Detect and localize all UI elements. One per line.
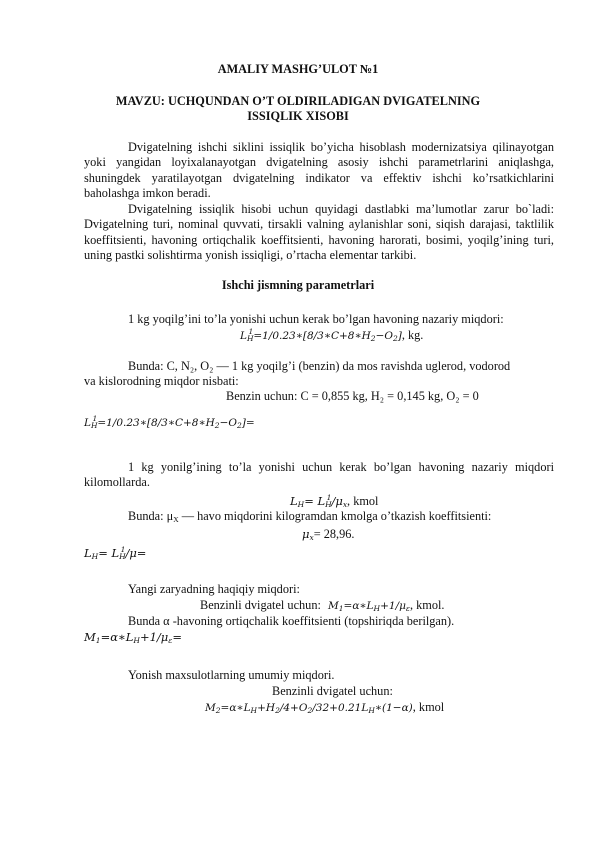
formula-l0-blank: $L_H^1=1/0.23∗[8/3∗C+8∗H_2-O_2]=$ <box>84 414 255 430</box>
bunda-line-3: Bunda α -havoning ortiqchalik koeffitsienti (topshiriqda berilgan). <box>128 614 455 628</box>
bunda-line-1: Bunda: C, N₂, O₂ — 1 kg yoqilg’i (benzin) da mos ravishda uglerod, vodorod <box>128 359 511 373</box>
benzin-engine-label: Benzinli dvigatel uchun: <box>272 684 393 698</box>
m1-formula-line: Benzinli dvigatel uchun: $M_1=\alpha∗L_H+1/\mu_\varepsilon$, kmol. <box>200 598 445 613</box>
paragraph-intro: Dvigatelning ishchi siklini issiqlik bo’yicha hisoblash modernizatsiya qilinayotgan yoki yangidan loyixalanayotgan dvigatelning asosiy ishchi parametrlarini aniqlashga, shuningdek yaratilayotgan dvigatelning indikator va effektiv ishchi ko’rsatkichlarini baholashga imkon beradi. <box>84 140 554 200</box>
fresh-charge-line: Yangi zaryadning haqiqiy miqdori: <box>128 582 300 596</box>
formula-lh-blank: $L_H= L_H^1/\mu=$ <box>84 545 147 561</box>
benzin-composition: Benzin uchun: C = 0,855 kg, H₂ = 0,145 kg, O₂ = 0 <box>226 389 479 403</box>
paragraph-initial-data: Dvigatelning issiqlik hisobi uchun quyidagi dastlabki ma’lumotlar zarur bo`ladi: Dvigatelning turi, nominal quvvati, tirsakli valning aylanishlar soni, siqish darajasi, taktlilik koeffitsienti, havoning ortiqchalik koeffitsienti, havoning harorati, bosimi, yoqilg’ining turi, uning pastki solishtirma yonish issiqligi, o’rtacha elementar tarkibi. <box>84 202 554 262</box>
topic-line-2: ISSIQLIK XISOBI <box>247 109 349 123</box>
page-title: AMALIY MASHG’ULOT №1 <box>217 62 379 76</box>
m1-formula-blank: $M_1=\alpha∗L_H+1/\mu_\varepsilon=$ <box>84 630 182 645</box>
section-heading: Ishchi jismning parametrlari <box>221 278 375 292</box>
m2-formula: $M_2=\alpha∗L_H+H_2/4+O_2/32+0.21L_H∗(1-\alpha)$, kmol <box>205 700 445 715</box>
topic-line-1: MAVZU: UCHQUNDAN O’T OLDIRILADIGAN DVIGATELNING <box>115 94 481 108</box>
formula-l0: $L_H^1=1/0.23∗[8/3∗C+8∗H_2-O_2]$, kg. <box>240 327 424 343</box>
bunda-line-1-cont: va kislorodning miqdor nisbati: <box>84 374 239 388</box>
paragraph-kmol: 1 kg yonilg’ining to’la yonishi uchun kerak bo’lgan havoning nazariy miqdori kilomollarda. <box>84 460 554 490</box>
combustion-products-line: Yonish maxsulotlarning umumiy miqdori. <box>128 668 335 682</box>
mu-value: $\mu_x= 28,96$. <box>302 527 355 542</box>
air-requirement-line: 1 kg yoqilg’ini to’la yonishi uchun kerak bo’lgan havoning nazariy miqdori: <box>128 312 504 326</box>
bunda-line-2: Bunda: $\mu_X$ — havo miqdorini kilogramdan kmolga o’tkazish koeffitsienti: <box>128 509 492 524</box>
formula-lh: $L_H= L_H^1/\mu_x$, kmol <box>290 493 379 509</box>
